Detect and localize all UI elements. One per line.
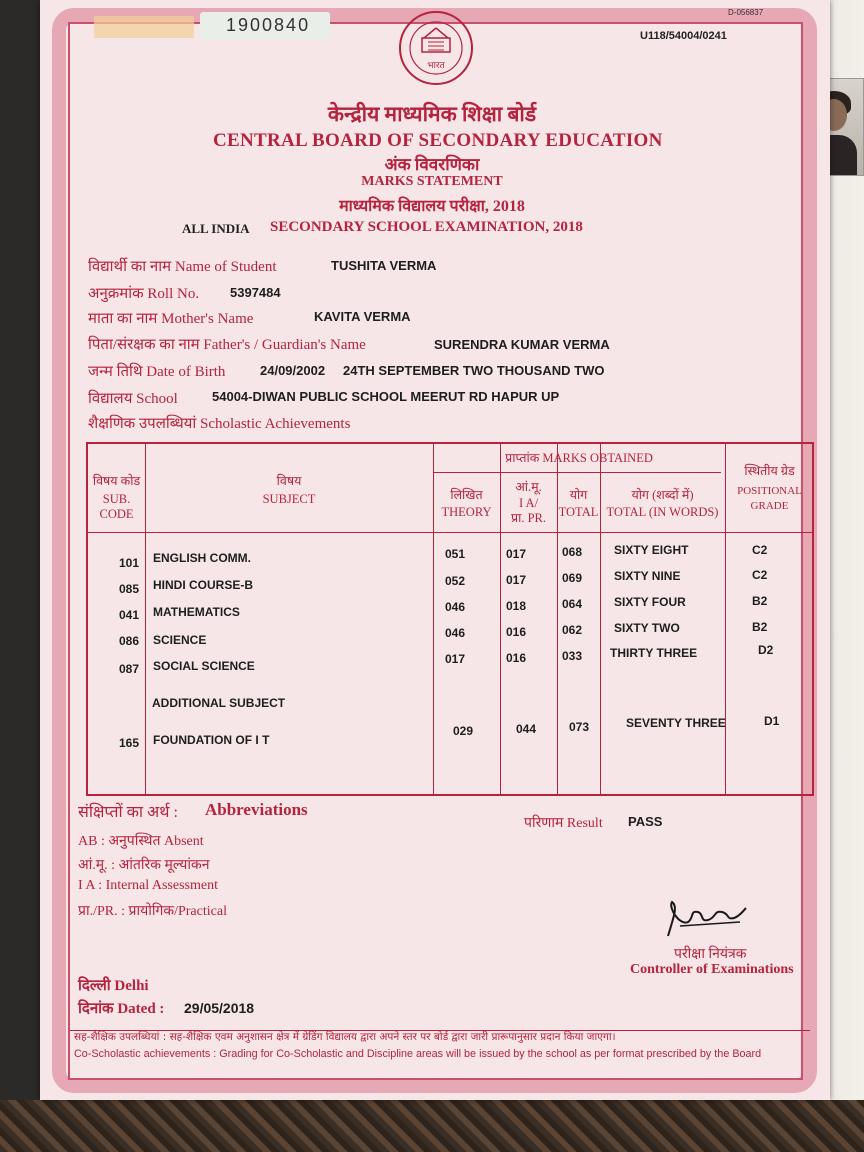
marks-table (86, 442, 814, 796)
row1-total: 068 (562, 545, 583, 559)
row2-grade: C2 (752, 568, 768, 582)
header-subject-english: SUBJECT (262, 492, 316, 506)
row3-grade: B2 (752, 594, 768, 608)
background-fabric (0, 1100, 864, 1152)
header-words-hindi: योग (शब्दों में) (631, 488, 694, 502)
row5-code: 087 (119, 662, 140, 676)
exam-prefix: ALL INDIA (182, 221, 250, 236)
header-code-hindi: विषय कोड (92, 474, 141, 488)
result-value: PASS (628, 814, 663, 829)
row5-total: 033 (562, 649, 583, 663)
abbreviations-title-english: Abbreviations (205, 800, 308, 819)
roll-label: अनुक्रमांक Roll No. (88, 286, 200, 302)
header-total-hindi: योग (569, 488, 588, 502)
header-subject-hindi: विषय (276, 474, 302, 488)
row3-code: 041 (119, 608, 140, 622)
dob-words: 24TH SEPTEMBER TWO THOUSAND TWO (343, 363, 605, 378)
reference-code: U118/54004/0241 (640, 30, 727, 42)
additional-subject-label: ADDITIONAL SUBJECT (152, 696, 286, 710)
row3-ia: 018 (506, 599, 527, 613)
school-name: 54004-DIWAN PUBLIC SCHOOL MEERUT RD HAPUR UP (212, 389, 560, 404)
co-scholastic-note-hindi: सह-शैक्षिक उपलब्धियां : सह-शैक्षिक एवम अनुशासन क्षेत्र में ग्रेडिंग विद्यालय द्वारा अपने स्तर पर बोर्ड द्वारा जारी प्रारूपानुसार प्रदान किया जाएगा। (74, 1031, 616, 1043)
student-name-label: विद्यार्थी का नाम Name of Student (88, 259, 277, 275)
row1-theory: 051 (445, 547, 466, 561)
row3-subject: MATHEMATICS (153, 605, 240, 619)
header-grade-english: POSITIONAL GRADE (737, 485, 802, 512)
row2-ia: 017 (506, 573, 527, 587)
row2-total: 069 (562, 571, 583, 585)
abbreviation-internal-hindi: आं.मू. : आंतरिक मूल्यांकन (78, 858, 210, 873)
row6-theory: 029 (453, 724, 474, 738)
row4-theory: 046 (445, 626, 466, 640)
row4-subject: SCIENCE (153, 633, 207, 647)
abbreviation-absent: AB : अनुपस्थित Absent (78, 834, 204, 849)
header-theory-hindi: लिखित (450, 488, 483, 502)
serial-sticker (94, 16, 194, 38)
exam-hindi: माध्यमिक विद्यालय परीक्षा, 2018 (339, 198, 525, 215)
controller-signature (660, 896, 750, 942)
abbreviation-internal-assessment: I A : Internal Assessment (78, 878, 218, 893)
statement-english: MARKS STATEMENT (361, 174, 503, 189)
board-name-english: CENTRAL BOARD OF SECONDARY EDUCATION (213, 130, 663, 151)
row5-ia: 016 (506, 651, 527, 665)
roll-number: 5397484 (230, 285, 281, 300)
header-code-english: SUB. CODE (99, 492, 134, 521)
mother-label: माता का नाम Mother's Name (88, 311, 254, 327)
row1-words: SIXTY EIGHT (614, 543, 689, 557)
statement-hindi: अंक विवरणिका (384, 155, 480, 174)
row5-words: THIRTY THREE (610, 646, 698, 660)
row4-ia: 016 (506, 625, 527, 639)
row5-subject: SOCIAL SCIENCE (153, 659, 255, 673)
scholastic-label: शैक्षणिक उपलब्धियां Scholastic Achievements (88, 416, 351, 432)
controller-title-english: Controller of Examinations (630, 962, 794, 977)
header-pr: प्रा. PR. (510, 511, 546, 525)
header-marks-obtained: प्राप्तांक MARKS OBTAINED (505, 451, 653, 465)
row5-theory: 017 (445, 652, 466, 666)
father-name: SURENDRA KUMAR VERMA (434, 337, 610, 352)
row2-theory: 052 (445, 574, 466, 588)
corner-code: D-056837 (728, 8, 764, 17)
father-label: पिता/संरक्षक का नाम Father's / Guardian's Name (88, 337, 366, 353)
co-scholastic-note-english: Co-Scholastic achievements : Grading for Co-Scholastic and Discipline areas will be issued by the school as per format prescribed by the Board (74, 1048, 762, 1060)
row6-words: SEVENTY THREE (626, 716, 726, 730)
header-ia-hindi: आं.मू. (515, 480, 542, 494)
abbreviation-practical: प्रा./PR. : प्रायोगिक/Practical (78, 904, 227, 919)
mother-name: KAVITA VERMA (314, 309, 411, 324)
row1-code: 101 (119, 556, 140, 570)
header-total-english: TOTAL (558, 505, 599, 519)
student-name: TUSHITA VERMA (331, 258, 437, 273)
row4-words: SIXTY TWO (614, 621, 680, 635)
cbse-emblem-icon (388, 8, 484, 92)
row5-grade: D2 (758, 643, 774, 657)
row6-grade: D1 (764, 714, 780, 728)
row6-total: 073 (569, 720, 590, 734)
result-label: परिणाम Result (524, 816, 603, 831)
row1-grade: C2 (752, 543, 768, 557)
row4-code: 086 (119, 634, 140, 648)
row6-code: 165 (119, 736, 140, 750)
dated-value: 29/05/2018 (184, 1000, 255, 1016)
board-name-hindi: केन्द्रीय माध्यमिक शिक्षा बोर्ड (327, 102, 537, 126)
dob-label: जन्म तिथि Date of Birth (88, 364, 226, 380)
emblem-text: भारत (427, 61, 445, 71)
row4-total: 062 (562, 623, 583, 637)
row4-grade: B2 (752, 620, 768, 634)
dob-value: 24/09/2002 (260, 363, 326, 378)
place-label: दिल्ली Delhi (78, 978, 149, 994)
header-theory-english: THEORY (441, 505, 492, 519)
controller-title-hindi: परीक्षा नियंत्रक (674, 947, 747, 962)
row1-ia: 017 (506, 547, 527, 561)
row3-total: 064 (562, 597, 583, 611)
row2-code: 085 (119, 582, 140, 596)
row3-theory: 046 (445, 600, 466, 614)
row6-subject: FOUNDATION OF I T (153, 733, 270, 747)
dated-label: दिनांक Dated : (78, 1001, 165, 1017)
abbreviations-title-hindi: संक्षिप्तों का अर्थ : (78, 804, 178, 821)
row2-words: SIXTY NINE (614, 569, 681, 583)
school-label: विद्यालय School (88, 391, 178, 407)
exam-english: SECONDARY SCHOOL EXAMINATION, 2018 (270, 219, 583, 235)
header-words-english: TOTAL (IN WORDS) (606, 505, 719, 519)
row3-words: SIXTY FOUR (614, 595, 686, 609)
row1-subject: ENGLISH COMM. (153, 551, 251, 565)
row6-ia: 044 (516, 722, 537, 736)
row2-subject: HINDI COURSE-B (153, 578, 254, 592)
serial-number: 1900840 (226, 15, 311, 35)
header-grade-hindi: स्थितीय ग्रेड (744, 464, 795, 478)
header-ia-english: I A/ (518, 496, 539, 510)
